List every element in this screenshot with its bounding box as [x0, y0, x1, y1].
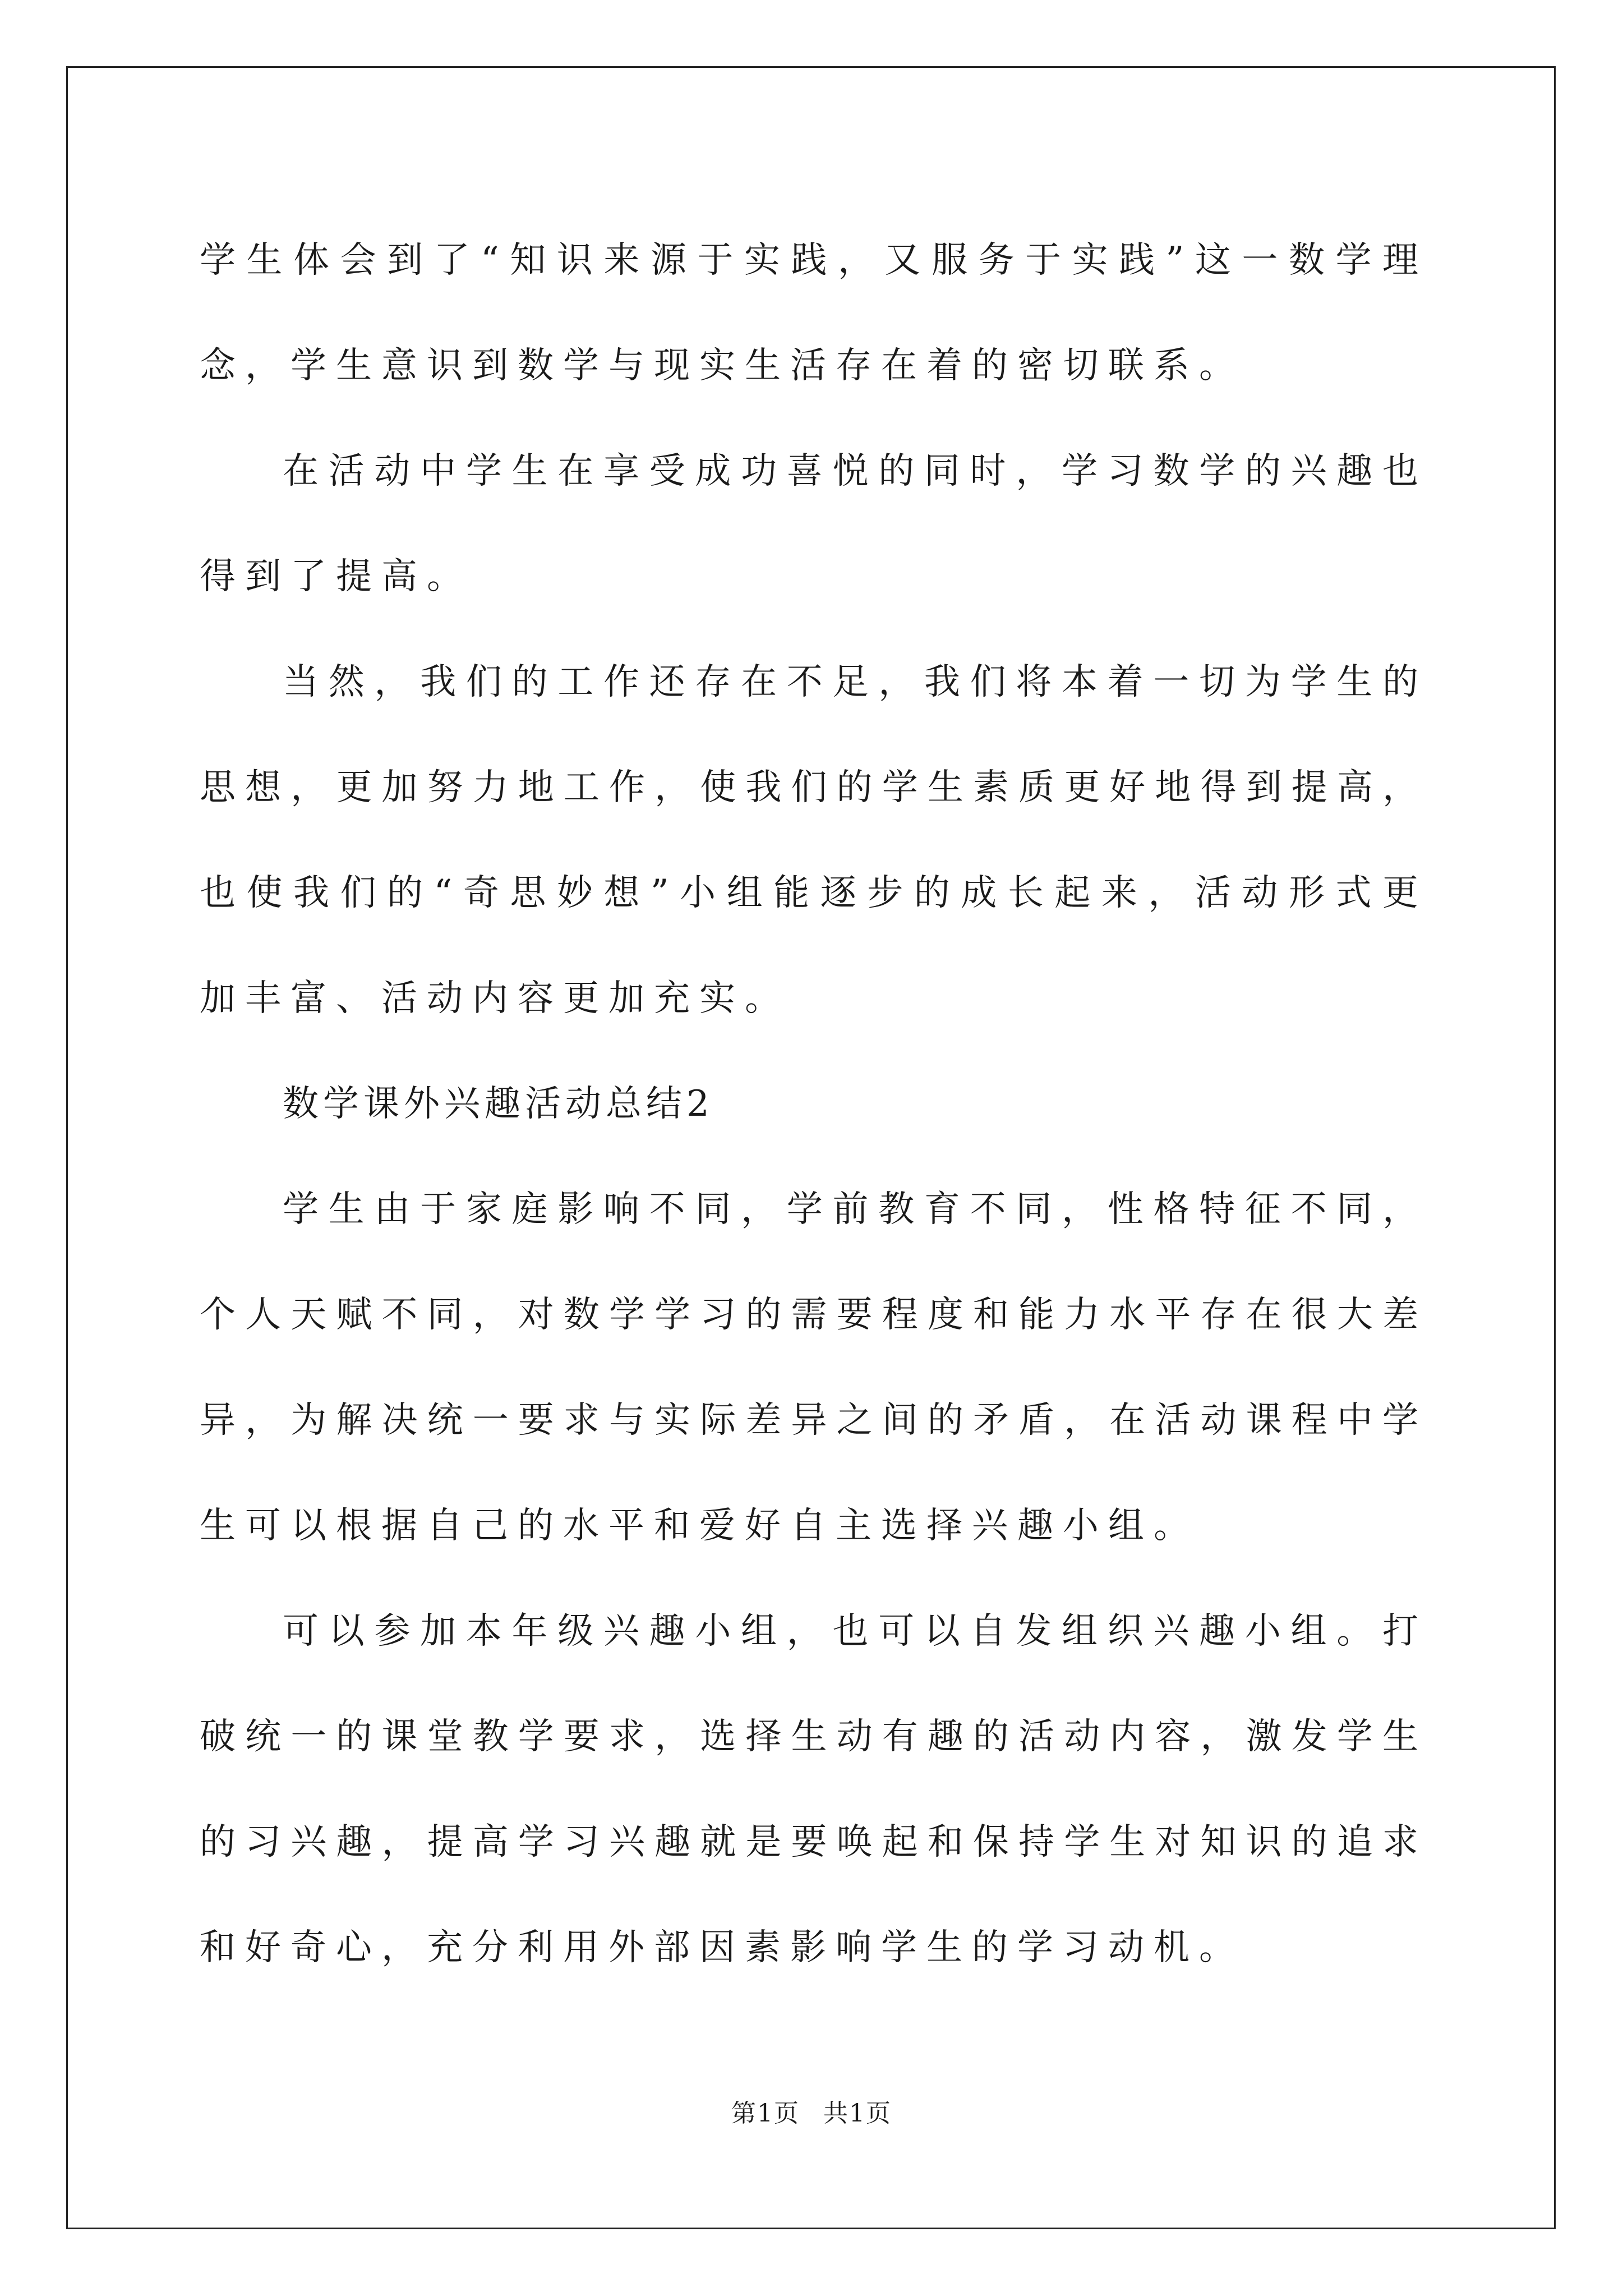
paragraph-3: 当然，我们的工作还存在不足，我们将本着一切为学生的思想，更加努力地工作，使我们的学生素质更好地得到提高，也使我们的“奇思妙想”小组能逐步的成长起来，活动形式更加丰富、活动内容更加充实。: [200, 661, 1428, 1019]
paragraph-1: 学生体会到了“知识来源于实践，又服务于实践”这一数学理念，学生意识到数学与现实生活存在着的密切联系。: [200, 240, 1428, 386]
paragraph-5: 可以参加本年级兴趣小组，也可以自发组织兴趣小组。打破统一的课堂教学要求，选择生动有趣的活动内容，激发学生的习兴趣，提高学习兴趣就是要唤起和保持学生对知识的追求和好奇心，充分利用外部因素影响学生的学习动机。: [200, 1611, 1428, 1968]
paragraph-4: 学生由于家庭影响不同，学前教育不同，性格特征不同，个人天赋不同，对数学学习的需要程度和能力水平存在很大差异，为解决统一要求与实际差异之间的矛盾，在活动课程中学生可以根据自己的水平和爱好自主选择兴趣小组。: [200, 1189, 1428, 1547]
document-body: [200, 208, 1428, 2000]
page-number-current: 第1页: [731, 2099, 800, 2128]
paragraph-2: 在活动中学生在享受成功喜悦的同时，学习数学的兴趣也得到了提高。: [200, 450, 1428, 597]
page-number-total: 共1页: [823, 2099, 892, 2128]
page-footer: [0, 2097, 1623, 2131]
section-heading: 数学课外兴趣活动总结2: [283, 1083, 714, 1125]
